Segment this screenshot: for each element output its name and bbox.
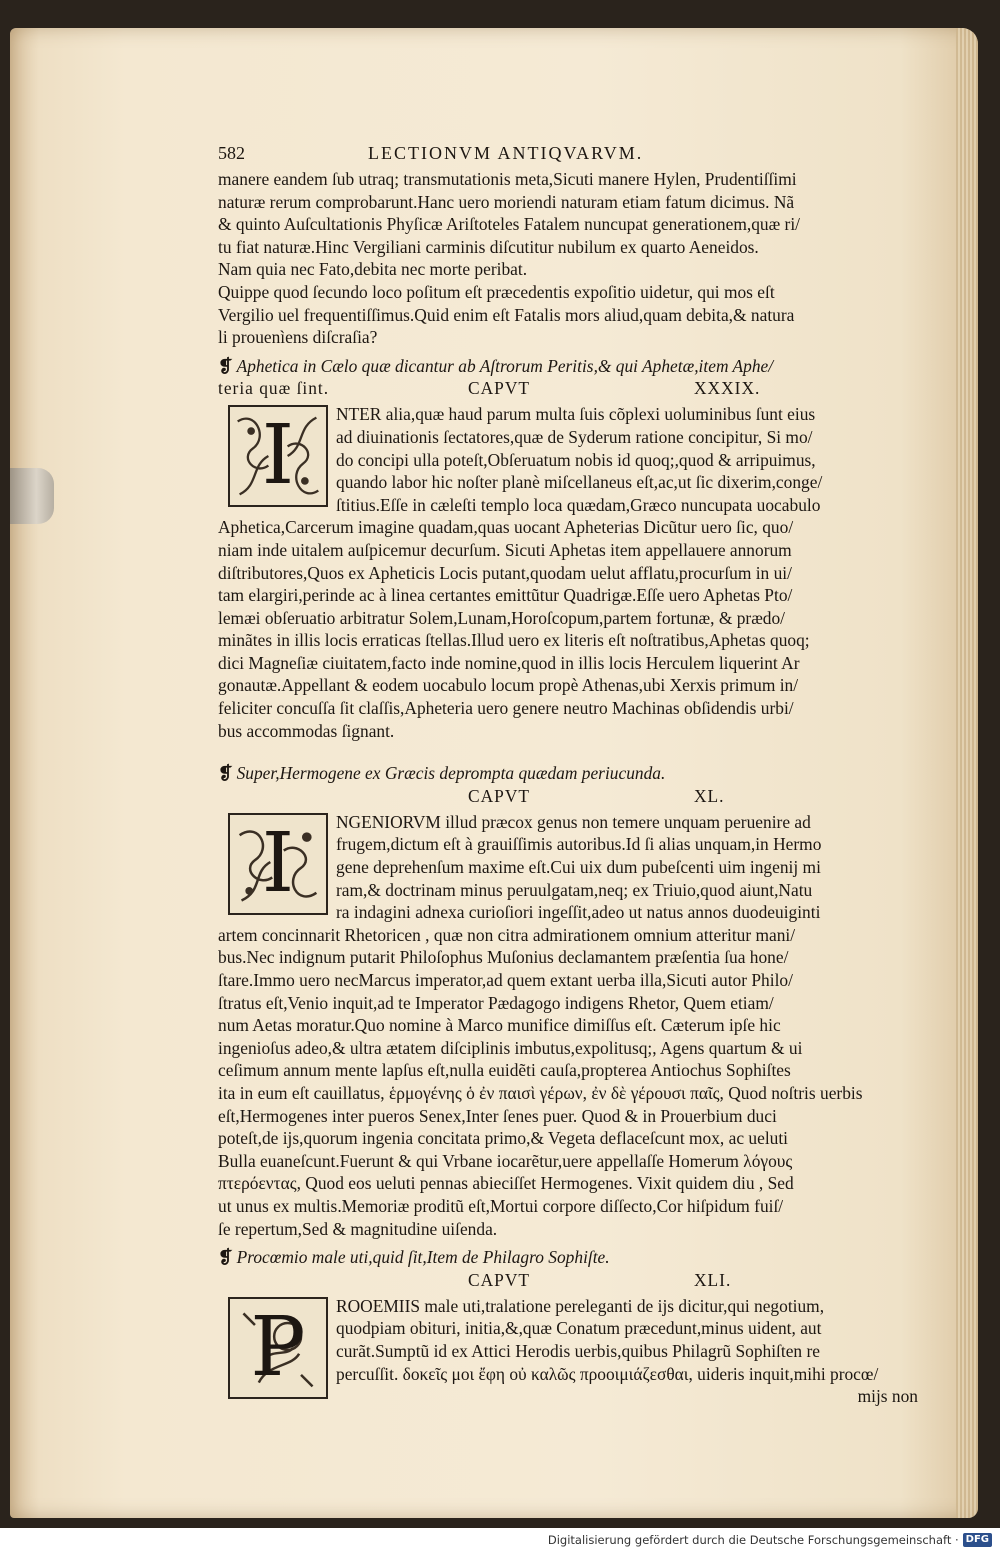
text-line: ſtitius.Eſſe in cæleſti templo loca quædam,Græco nuncupata uocabulo — [336, 494, 821, 515]
text-line: quando labor hic noſter planè miſcellaneus eſt,ac,ut ſic dixerim,conge/ — [336, 472, 823, 493]
drop-cap-letter: I — [261, 815, 295, 911]
text-line: NTER alia,quæ haud parum multa ſuis cõplexi uoluminibus ſunt eius — [336, 404, 816, 425]
text-line: ad diuinationis ſectatores,quæ de Syderum ratione concipitur, Si mo/ — [336, 426, 813, 447]
text-line: percuſſit. δοκεῖς μοι ἔφη οὐ καλῶς προοιμιάζεσθαι, uideris inquit,mihi procœ/ — [336, 1363, 879, 1384]
text-line: ſtare.Immo uero necMarcus imperator,ad quem extant uerba illa,Sicuti autor Philo/ — [218, 970, 793, 990]
text-line: num Aetas moratur.Quo nomine à Marco munifice dimiſſus eſt. Cæterum ipſe hic — [218, 1015, 781, 1036]
chapter-39 — [218, 355, 918, 743]
text-line: gonautæ.Appellant & eodem uocabulo locum propè Athenas,ubi Xerxis primum in/ — [218, 675, 799, 696]
heading-line: Aphetica in Cælo quæ dicantur ab Aſtrorum Peritis,& qui Aphetæ,item Aphe/ — [236, 355, 774, 376]
intro-paragraph — [218, 168, 918, 349]
text-line: πτερόεντας, Quod eos ueluti pennas abieciſſet Hermogenes. Vixit quidem diu , Sed — [218, 1173, 794, 1194]
text-line: Quippe quod ſecundo loco poſitum eſt præcedentis expoſitio uidetur, qui mos eſt — [218, 281, 775, 302]
text-line: ut unus ex multis.Memoriæ proditũ eſt,Mortui corpore diſſecto,Cor hiſpidum fuiſ/ — [218, 1195, 784, 1216]
text-line: artem concinnarit Rhetoricen , quæ non citra admirationem omnium atteritur mani/ — [218, 924, 796, 945]
text-line: frugem,dictum eſt à grauiſſimis autoribus.Id ſi alias unquam,in Hermo — [336, 834, 822, 855]
heading-line: teria quæ ſint. — [218, 378, 330, 399]
chapter-heading — [218, 1246, 918, 1269]
text-line: ſtratus eſt,Venio inquit,ad te Imperator Pædagogo indigens Rhetor, Quem etiam/ — [218, 992, 774, 1013]
text-line: ram,& doctrinam minus peruulgatam,neq; ex Triuio,quod aiunt,Natu — [336, 879, 813, 900]
text-line: & quinto Auſcultationis Phyſicæ Ariſtoteles Fatalem nuncupat generationem,quæ ri/ — [218, 214, 801, 235]
text-line: ita in eum eſt cauillatus, ἑρμογένης ὁ ἐν παισὶ γέρων, ἐν δὲ γέρουσι παῖς, Quod noſtris uerbis — [218, 1082, 863, 1103]
heading-line: Procœmio male uti,quid ſit,Item de Philagro Sophiſte. — [236, 1247, 610, 1268]
chapter-body — [218, 403, 918, 742]
page-clip — [10, 468, 54, 524]
caput-label: CAPVT — [468, 785, 531, 806]
text-line: feliciter concuſſa ſit claſſis,Apheteria uero genere neutro Machinas obſidendis urbi/ — [218, 698, 794, 719]
text-line: dici Magneſiæ ciuitatem,facto inde nomine,quod in illis locis Herculem liquerint Ar — [218, 652, 800, 673]
pilcrow-icon: ❡ — [218, 1247, 233, 1268]
text-line: poteſt,de ijs,quorum ingenia concitata primo,& Vegeta deflaceſcunt mox, ac ueluti — [218, 1128, 789, 1149]
pilcrow-icon: ❡ — [218, 763, 233, 784]
chapter-body — [218, 1295, 918, 1408]
heading-line: Super,Hermogene ex Græcis deprompta quædam periucunda. — [236, 763, 666, 784]
chapter-heading — [218, 762, 918, 785]
text-line: bus accommodas ſignant. — [218, 720, 395, 741]
text-line: ingenioſus adeo,& ultra ætatem diſciplinis imbutus,expolitusq;, Agens quartum & ui — [218, 1037, 803, 1058]
text-line: ceſimum annum mente lapſus eſt,nulla euidẽti cauſa,propterea Antiochus Sophiſtes — [218, 1060, 791, 1081]
pilcrow-icon: ❡ — [218, 355, 233, 376]
text-line: NGENIORVM illud præcox genus non temere unquam peruenire ad — [336, 811, 811, 832]
ornamental-initial — [228, 1297, 328, 1399]
text-line: Bulla euaneſcunt.Fuerunt & qui Vrbane iocarẽtur,uere appellaſſe Homerum λόγους — [218, 1150, 793, 1171]
chapter-41 — [218, 1246, 918, 1408]
drop-cap-letter: P — [250, 1299, 306, 1395]
funding-credit: Digitalisierung gefördert durch die Deutsche Forschungsgemeinschaft · — [547, 1533, 959, 1547]
text-line: lemæi obſeruatio arbitratur Solem,Lunam,Horoſcopum,partem fortunæ, & prædo/ — [218, 607, 786, 628]
text-line: minãtes in illis locis erraticas ſtellas.Illud uero ex literis eſt noſtratibus,Aphetas quoq; — [218, 630, 810, 651]
caput-label: CAPVT — [468, 1269, 531, 1290]
book-page — [10, 28, 978, 1518]
text-line: manere eandem ſub utraq; transmutationis meta,Sicuti manere Hylen, Prudentiſſimi — [218, 169, 797, 189]
chapter-caption — [218, 785, 918, 807]
text-line: Aphetica,Carcerum imagine quadam,quas uocant Apheterias Dicũtur uero ſic, quo/ — [218, 517, 794, 538]
running-title: LECTIONVM ANTIQVARVM. — [368, 143, 644, 163]
text-line: bus.Nec indignum putarit Philoſophus Muſonius declamantem præſentia ſua hone/ — [218, 947, 789, 968]
text-line: Vergilio uel frequentiſſimus.Quid enim eſt Fatalis mors aliud,quam debita,& natura — [218, 304, 795, 325]
verse-line: Nam quia nec Fato,debita nec morte peribat. — [218, 259, 528, 280]
chapter-caption — [218, 1269, 918, 1291]
text-line: curãt.Sumptũ id ex Attici Herodis uerbis,quibus Philagrũ Sophiſten re — [336, 1340, 820, 1361]
chapter-numeral: XLI. — [694, 1269, 732, 1290]
text-line: tam elargiri,perinde ac à linea certantes emittũtur Quadrigæ.Eſſe uero Aphetas Pto/ — [218, 585, 793, 606]
chapter-numeral: XL. — [694, 785, 725, 806]
text-line: do concipi ulla poteſt,Obſeruatum nobis id quoq;,quod & arripuimus, — [336, 449, 816, 470]
text-block — [218, 138, 918, 1408]
chapter-body — [218, 811, 918, 1240]
ornamental-initial — [228, 813, 328, 915]
text-line: quodpiam obituri, initia,&,quæ Conatum præcedunt,minus uident, aut — [336, 1318, 822, 1339]
footer-bar — [0, 1528, 1000, 1552]
caput-label: CAPVT — [468, 378, 531, 399]
text-line: ra indagini adnexa curioſiori ingeſſit,adeo ut natus annos duodeuiginti — [336, 902, 821, 923]
text-line: ſe repertum,Sed & magnitudine uiſenda. — [218, 1218, 498, 1239]
drop-cap-letter: I — [261, 408, 295, 504]
text-line: diſtributores,Quos ex Apheticis Locis putant,quodam uelut afflatu,procurſum in ui/ — [218, 562, 792, 583]
page-number: 582 — [218, 143, 245, 163]
page-edge — [956, 28, 978, 1518]
text-line: gene deprehenſum maxime eſt.Cui uix dum pubeſcenti uim ingenij mi — [336, 857, 821, 878]
chapter-numeral: XXXIX. — [694, 378, 761, 399]
text-line: naturæ rerum comprobarunt.Hanc uero moriendi naturam etiam fatum dicimus. Nã — [218, 191, 795, 212]
chapter-heading — [218, 355, 918, 378]
chapter-caption — [218, 377, 918, 399]
text-line: tu fiat naturæ.Hinc Vergiliani carminis diſcutitur nubilum ex quarto Aeneidos. — [218, 236, 759, 257]
chapter-40 — [218, 762, 918, 1240]
text-line: li prouenìens diſcraſia? — [218, 327, 378, 348]
text-line: eſt,Hermogenes inter pueros Senex,Inter ſenes puer. Quod & in Prouerbium duci — [218, 1105, 777, 1126]
ornamental-initial — [228, 405, 328, 507]
text-line: ROOEMIIS male uti,tralatione pereleganti de ijs dicitur,qui negotium, — [336, 1295, 825, 1316]
page-header — [218, 138, 918, 168]
text-line: niam inde uitalem auſpicemur decurſum. Sicuti Aphetas item appellauere annorum — [218, 539, 792, 560]
catchword: mijs non — [857, 1386, 918, 1407]
dfg-logo-icon: DFG — [963, 1533, 992, 1547]
